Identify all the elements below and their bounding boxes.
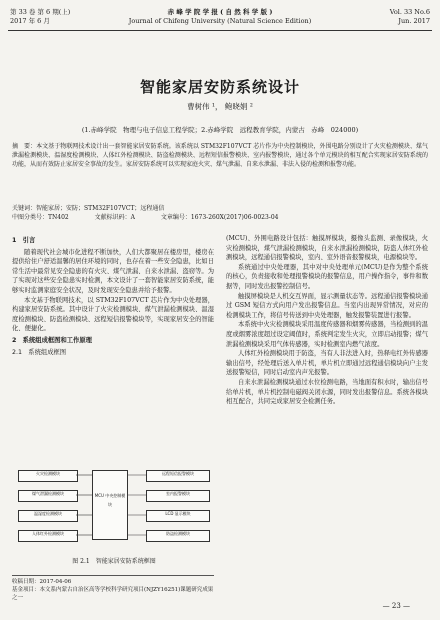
volume-cn: 第 33 卷 第 6 期(上) — [10, 8, 71, 16]
document-code: 文献标识码：A — [94, 214, 135, 221]
header-rule — [8, 30, 432, 31]
right-paragraph-6: 自来水泄漏检测模块通过水位检测电路，当地面有积水时，输出信号给单片机，单片机控制电磁阀关闭水源，同时发出报警信息。系统各模块相互配合，共同完成家居安全检测任务。 — [226, 378, 428, 406]
section-heading-system: 2 系统组成框图和工作原理 — [12, 336, 92, 344]
fig-connectors — [14, 466, 214, 558]
fig-right-box-2: 室内报警模块 — [146, 490, 210, 502]
fig-left-box-2: 煤气泄漏检测模块 — [18, 490, 78, 502]
article-number: 文章编号：1673-260X(2017)06-0023-04 — [160, 214, 279, 221]
header-right — [390, 8, 430, 26]
fig-right-box-1: 远程短信报警模块 — [146, 470, 210, 482]
fig-left-box-3: 温湿度检测模块 — [18, 510, 78, 522]
fig-right-box-4: 防盗检测模块 — [146, 530, 210, 542]
subsection-heading: 2.1 系统组成框图 — [12, 348, 67, 356]
date-en: Jun. 2017 — [398, 17, 430, 25]
right-column — [226, 234, 428, 407]
right-paragraph-2: 系统通过中央处理器，其中对中央处理单元(MCU)是作为整个系统的核心，负责接收和处理报警模块的报警信息，用户操作指令，事件和数据等，同时发出报警控制信号。 — [226, 263, 428, 290]
system-block-diagram — [14, 466, 214, 558]
right-paragraph-5: 人体红外检测模块用于防盗，当有人非法进入时，热释电红外传感器输出信号，经处理后送入单片机，单片机立即通过远程通信模块向户主发送报警短信，同时启动室内声光报警。 — [226, 350, 428, 377]
journal-name-en: Journal of Chifeng University (Natural Science Edition) — [128, 17, 312, 25]
right-paragraph-3: 触摸屏模块是人机交互界面，显示测量状态等。远程通信报警模块通过 GSM 短信方式向用户发出报警信息。当室内出现异常情况，对应的检测模块工作，将信号传送到中央处理器，触发报警装置进行报警。 — [226, 292, 428, 319]
author-affiliation: (1.赤峰学院 物理与电子信息工程学院；2.赤峰学院 远程教育学院，内蒙古 赤峰 024000) — [81, 126, 359, 134]
header-left — [10, 8, 70, 26]
journal-name-cn: 赤 峰 学 院 学 报 ( 自 然 科 学 版 ) — [167, 8, 273, 16]
article-authors: 曹树伟 ¹， 鲍晓娟 ² — [187, 102, 253, 111]
article-meta — [12, 204, 428, 222]
right-paragraph-1: (MCU)、外围电路设计包括：触摸屏模块，摄像头监测、录像模块，火灾检测模块，煤气泄漏检测模块，自来水泄漏检测模块，防盗人体红外检测模块，远程通信报警模块，室内、室外语音报警模块，电源模块等。 — [226, 235, 428, 262]
abstract: 摘 要：本文基于物联网技术设计出一套智能家居安防系统。该系统以 STM32F107VCT 芯片作为中央控制模块，外围电路分别设计了火灾检测模块、煤气泄漏检测模块、温湿度检测模块、人体红外检测模块、防盗检测模块、远程短信报警模块、室内报警模块，通过各个单元模块的相互配合实现家居安防系统的功能，从而有效防止家居安全事故的发生。家居安防系统可以实现家庭火灾、煤气泄漏、自来水泄漏、非法入侵的检测和报警功能。 — [12, 143, 428, 168]
section-heading-intro: 1 引言 — [12, 237, 36, 244]
keywords: 关键词：智能家居；安防；STM32F107VCT；远程通信 — [12, 205, 165, 212]
page-number: — 23 — — [382, 602, 410, 610]
clc-number: 中图分类号：TN402 — [12, 214, 69, 221]
fund-note: 基金项目：本文系内蒙古自治区高等学校科学研究项目(NJZY16251)课题研究成果之一 — [12, 587, 214, 601]
right-paragraph-4: 本系统中火灾检测模块采用温度传感器和烟雾传感器，当检测到的温度或烟雾浓度超过设定阈值时，系统判定发生火灾，立即启动报警；煤气泄漏检测模块采用气体传感器，实时检测室内燃气浓度。 — [226, 321, 428, 348]
fig-left-box-4: 人体红外检测模块 — [18, 530, 78, 542]
volume-en: Vol. 33 No.6 — [389, 8, 430, 16]
footnote — [12, 575, 214, 602]
fig-right-box-3: LCD 显示模块 — [146, 510, 210, 522]
fig-mcu-box: MCU 中央控制模块 — [92, 470, 128, 540]
received-date: 收稿日期：2017-04-06 — [12, 579, 72, 585]
article-title: 智能家居安防系统设计 — [139, 78, 300, 96]
figure-caption: 图 2.1 智能家居安防系统框图 — [72, 558, 156, 565]
header-center — [120, 8, 320, 26]
body-paragraph-2: 本文基于物联网技术，以 STM32F107VCT 芯片作为中央处理器，构建家居安防系统。其中设计了火灾检测模块、煤气泄漏检测模块、温湿度检测模块、防盗检测模块、远程短信报警模块等，实现家居安全的智能化、便捷化。 — [12, 296, 214, 333]
fig-left-box-1: 火灾检测模块 — [18, 470, 78, 482]
left-column — [12, 234, 214, 359]
body-paragraph-1: 随着现代社会城市化进程不断加快，人们大都聚居在楼房里，楼房在提供给住户舒适温馨的居住环境的同时，也存在着一些安全隐患，比如日常生活中最常见安全隐患的有火灾、煤气泄漏、自来水泄漏、盗窃等。为了实现对这些安全隐患实时检测，本文设计了一套智能家居安防系统，能够实时监测家庭安全状况，及时发现安全隐患并给予报警。 — [12, 248, 214, 294]
date-cn: 2017 年 6 月 — [10, 17, 50, 25]
